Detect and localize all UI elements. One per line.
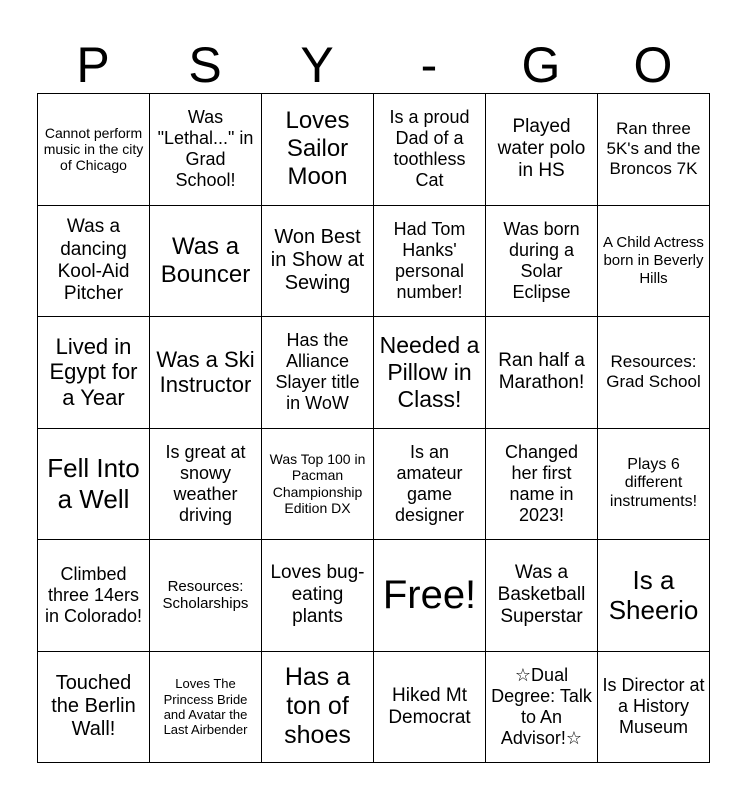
bingo-square[interactable] — [374, 651, 486, 763]
title-letter: P — [76, 37, 110, 93]
bingo-square-text: Resources: Grad School — [606, 352, 701, 392]
bingo-square[interactable] — [38, 428, 150, 540]
bingo-row — [38, 205, 710, 317]
bingo-square-text: Loves bug-eating plants — [270, 561, 365, 628]
bingo-square-text: Free! — [382, 572, 477, 617]
bingo-square-text: Played water polo in HS — [497, 115, 586, 182]
bingo-square-text: Was a Bouncer — [160, 232, 251, 288]
bingo-square-text: Won Best in Show at Sewing — [270, 225, 365, 295]
bingo-row — [38, 94, 710, 206]
bingo-title — [37, 36, 709, 94]
bingo-square-text: Ran half a Marathon! — [498, 350, 585, 394]
bingo-square-text: Touched the Berlin Wall! — [51, 671, 136, 741]
title-letter: Y — [300, 37, 334, 93]
bingo-square-text: ☆Dual Degree: Talk to An Advisor!☆ — [491, 664, 592, 748]
bingo-square[interactable] — [262, 205, 374, 317]
bingo-square-text: Loves Sailor Moon — [285, 107, 350, 191]
bingo-square[interactable] — [598, 651, 710, 763]
bingo-square[interactable] — [598, 540, 710, 652]
bingo-square[interactable] — [598, 205, 710, 317]
bingo-grid — [37, 93, 710, 763]
bingo-square[interactable] — [262, 94, 374, 206]
bingo-square-text: Fell Into a Well — [47, 453, 140, 514]
bingo-square[interactable] — [374, 540, 486, 652]
bingo-row — [38, 540, 710, 652]
bingo-square-text: Hiked Mt Democrat — [388, 684, 471, 728]
bingo-square[interactable] — [38, 205, 150, 317]
bingo-square[interactable] — [374, 94, 486, 206]
bingo-square-text: Has a ton of shoes — [284, 662, 351, 750]
bingo-square-text: Lived in Egypt for a Year — [49, 333, 138, 411]
bingo-square-text: Had Tom Hanks' personal number! — [393, 218, 466, 302]
bingo-square[interactable] — [150, 651, 262, 763]
title-letter: - — [420, 37, 438, 93]
bingo-square[interactable] — [262, 428, 374, 540]
bingo-square[interactable] — [262, 317, 374, 429]
bingo-square[interactable] — [486, 94, 598, 206]
bingo-square-text: Was a Basketball Superstar — [497, 561, 586, 628]
bingo-square-text: Is Director at a History Museum — [602, 675, 705, 738]
bingo-square-text: Has the Alliance Slayer title in WoW — [275, 330, 360, 414]
bingo-square-text: Plays 6 different instruments! — [609, 455, 698, 511]
bingo-square-text: Cannot perform music in the city of Chicago — [43, 124, 144, 174]
bingo-square-text: Is a Sheerio — [608, 564, 699, 626]
bingo-square[interactable] — [598, 94, 710, 206]
bingo-square[interactable] — [38, 540, 150, 652]
bingo-square-text: Was "Lethal..." in Grad School! — [157, 107, 254, 191]
bingo-square[interactable] — [150, 540, 262, 652]
bingo-square[interactable] — [262, 540, 374, 652]
bingo-square-text: Is an amateur game designer — [394, 441, 465, 525]
bingo-square[interactable] — [150, 205, 262, 317]
bingo-square[interactable] — [150, 317, 262, 429]
bingo-square[interactable] — [38, 94, 150, 206]
bingo-square-text: Climbed three 14ers in Colorado! — [44, 563, 143, 626]
bingo-square-text: Needed a Pillow in Class! — [379, 331, 480, 412]
bingo-square-text: A Child Actress born in Beverly Hills — [603, 234, 704, 287]
bingo-square[interactable] — [486, 540, 598, 652]
title-letter: G — [521, 37, 561, 93]
bingo-row — [38, 651, 710, 763]
bingo-square[interactable] — [262, 651, 374, 763]
bingo-row — [38, 428, 710, 540]
title-letter: O — [633, 37, 673, 93]
bingo-square-text: Was a Ski Instructor — [156, 346, 255, 398]
bingo-square[interactable] — [486, 428, 598, 540]
bingo-square-text: Is a proud Dad of a toothless Cat — [389, 107, 470, 191]
bingo-square[interactable] — [486, 317, 598, 429]
bingo-square-text: Loves The Princess Bride and Avatar the Last Airbender — [163, 676, 248, 737]
bingo-square[interactable] — [150, 428, 262, 540]
bingo-square-text: Was a dancing Kool-Aid Pitcher — [57, 216, 130, 304]
bingo-square[interactable] — [598, 428, 710, 540]
bingo-square[interactable] — [486, 205, 598, 317]
bingo-square[interactable] — [38, 651, 150, 763]
bingo-square-text: Ran three 5K's and the Broncos 7K — [606, 119, 701, 179]
bingo-square[interactable] — [374, 428, 486, 540]
title-letter: S — [188, 37, 222, 93]
bingo-square-text: Was born during a Solar Eclipse — [503, 218, 580, 302]
bingo-square[interactable] — [598, 317, 710, 429]
bingo-square-text: Resources: Scholarships — [162, 577, 249, 613]
bingo-square[interactable] — [374, 205, 486, 317]
bingo-row — [38, 317, 710, 429]
bingo-square-text: Is great at snowy weather driving — [165, 441, 246, 525]
bingo-square[interactable] — [38, 317, 150, 429]
bingo-square[interactable] — [150, 94, 262, 206]
bingo-square[interactable] — [486, 651, 598, 763]
bingo-square-text: Changed her first name in 2023! — [504, 441, 579, 525]
bingo-square-text: Was Top 100 in Pacman Championship Edition DX — [269, 451, 366, 517]
bingo-square[interactable] — [374, 317, 486, 429]
